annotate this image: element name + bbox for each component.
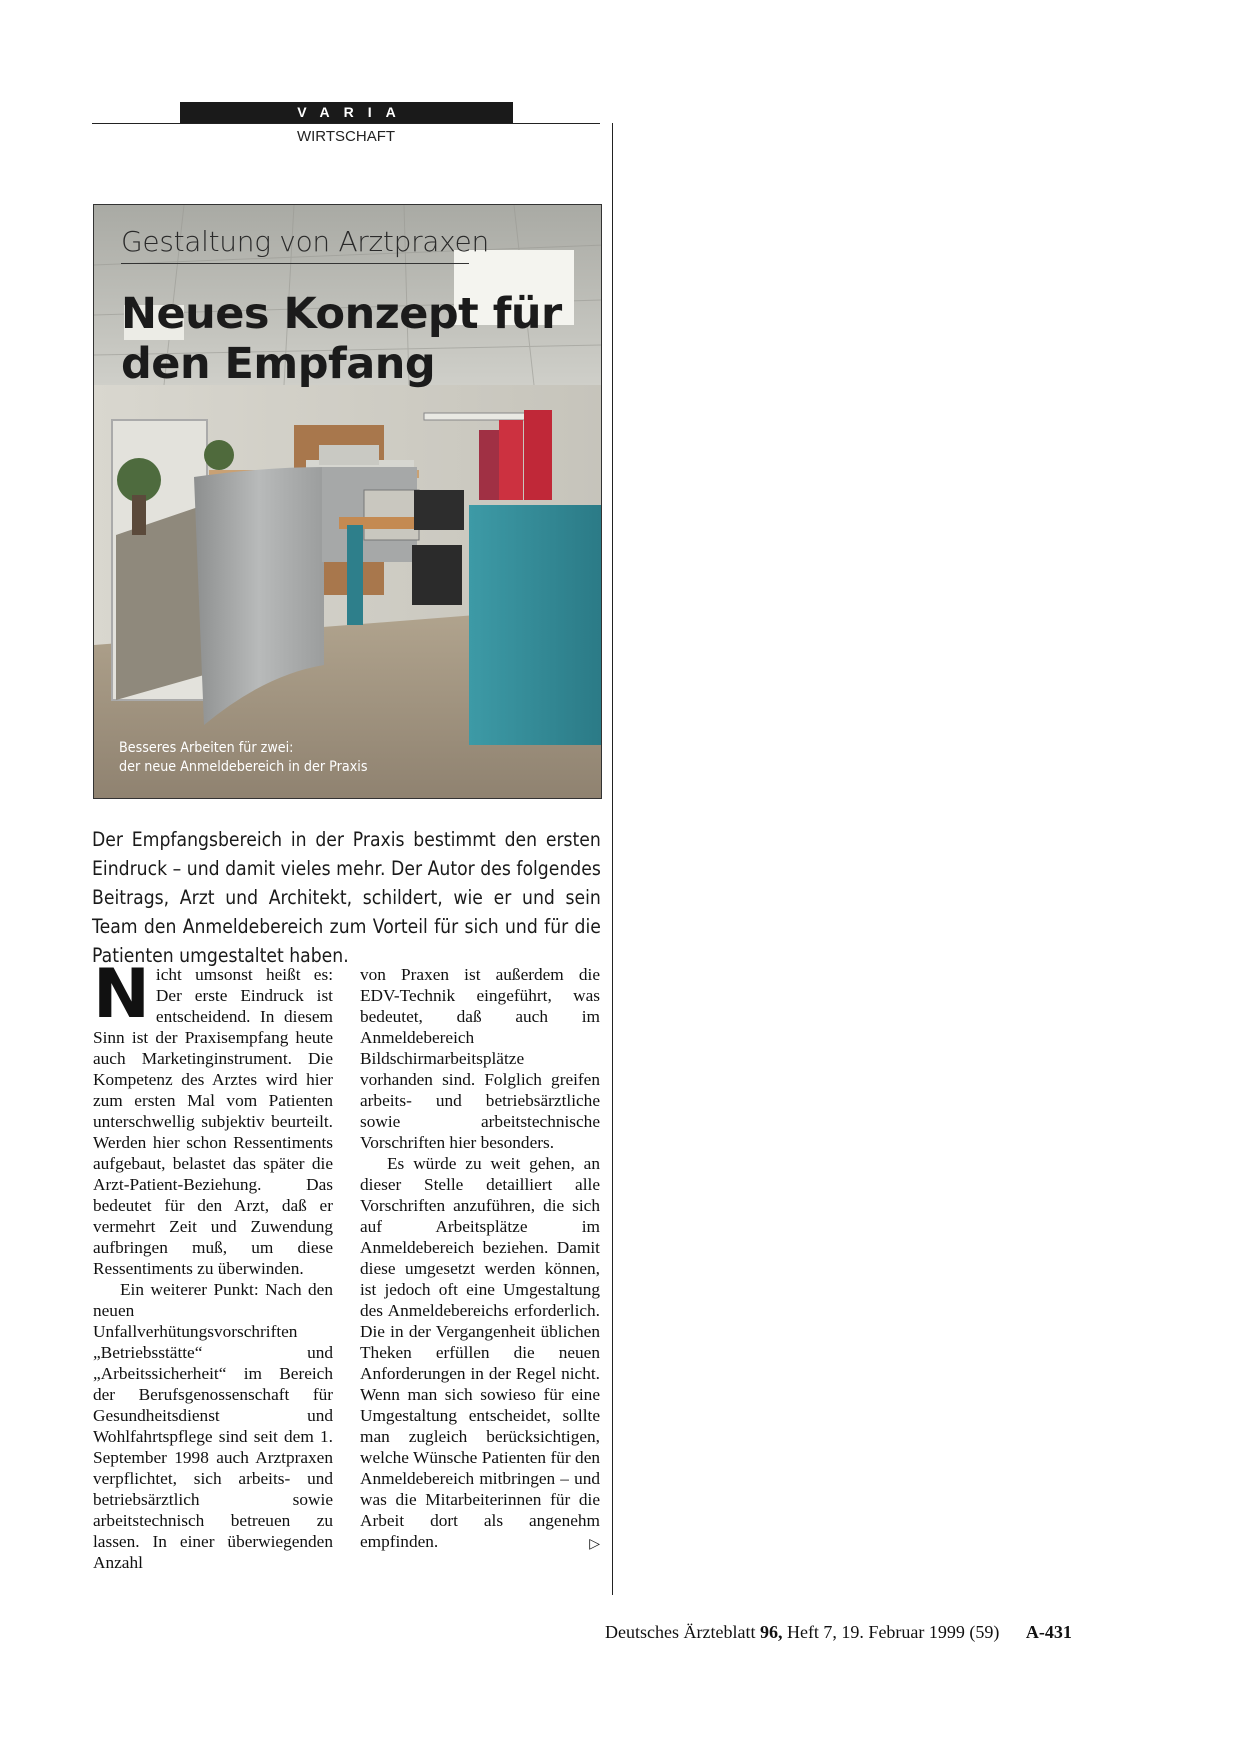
photo-caption (119, 739, 471, 777)
body-column-left (93, 955, 333, 1573)
headline-line-2: den Empfang (121, 339, 436, 389)
article-photo (93, 204, 602, 799)
section-label: WIRTSCHAFT (296, 128, 396, 145)
headline-line-1: Neues Konzept für (121, 289, 562, 339)
body-paragraph: Es würde zu weit gehen, an dieser Stelle detailliert alle Vorschriften anzuführen, die sich auf Arbeitsplätze im Anmeldebereich beziehen. Damit diese umgesetzt werden können, ist jedoch oft eine Umgestaltung des Anmeldebereichs erforderlich. Die in der Vergangenheit üblichen Theken erfüllen die neuen Anforderungen in der Regel nicht. Wenn man sich sowieso für eine Umgestaltung entscheidet, sollte man zugleich berücksichtigen, welche Wünsche Patienten für den Anmeldebereich mitbringen – und was die Mitarbeiterinnen für die Arbeit dort als angenehm empfinden. (360, 1154, 600, 1551)
journal-volume: 96, (759, 1622, 783, 1642)
headline (121, 289, 591, 389)
body-paragraph: icht umsonst heißt es: Der erste Eindruck ist entscheidend. In diesem Sinn ist der Praxisempfang heute auch Marketinginstrument. Die Kompetenz des Arztes wird hier zum ersten Mal vom Patienten unterschwellig subjektiv beurteilt. Werden hier schon Ressentiments aufgebaut, belastet das später die Arzt-Patient-Beziehung. Das bedeutet für den Arzt, daß er vermehrt Zeit und Zuwendung aufbringen muß, um diese Ressentiments zu überwinden. (93, 965, 333, 1278)
body-column-right (360, 964, 600, 1555)
kicker-underline (121, 263, 469, 264)
column-rule (612, 123, 613, 1595)
body-paragraph: Ein weiterer Punkt: Nach den neuen Unfallverhütungsvorschriften „Betriebsstätte“ und „Arbeitssicherheit“ im Bereich der Berufsgenossenschaft für Gesundheitsdienst und Wohlfahrtspflege sind seit dem 1. September 1998 auch Arztpraxen verpflichtet, sich arbeits- und betriebsärztlich sowie arbeitstechnisch betreuen zu lassen. In einer überwiegenden Anzahl (93, 1280, 333, 1572)
header-rule (92, 123, 600, 124)
section-band: VARIA (180, 102, 513, 123)
caption-line-2: der neue Anmeldebereich in der Praxis (119, 759, 368, 775)
kicker-title: Gestaltung von Arztpraxen (121, 225, 489, 258)
body-paragraph: von Praxen ist außerdem die EDV-Technik eingeführt, was bedeutet, daß auch im Anmeldebereich Bildschirmarbeitsplätze vorhanden sind. Folglich greifen arbeits- und betriebsärztliche sowie arbeitstechnische Vorschriften hier besonders. (360, 965, 600, 1152)
issue-info: Heft 7, 19. Februar 1999 (59) (786, 1622, 1000, 1642)
caption-line-1: Besseres Arbeiten für zwei: (119, 740, 294, 756)
continue-arrow-icon: ▷ (589, 1537, 600, 1552)
lead-paragraph: Der Empfangsbereich in der Praxis bestimmt den ersten Eindruck – und damit vieles mehr. Der Autor des folgendes Beitrags, Arzt und Architekt, schildert, wie er und sein Team den Anmeldebereich zum Vorteil für sich und für die Patienten umgestaltet haben. (92, 828, 601, 967)
page-number: A-431 (1025, 1622, 1072, 1642)
journal-name: Deutsches Ärzteblatt (605, 1622, 756, 1642)
page-footer (605, 1622, 1072, 1643)
drop-cap: N (93, 955, 150, 1034)
